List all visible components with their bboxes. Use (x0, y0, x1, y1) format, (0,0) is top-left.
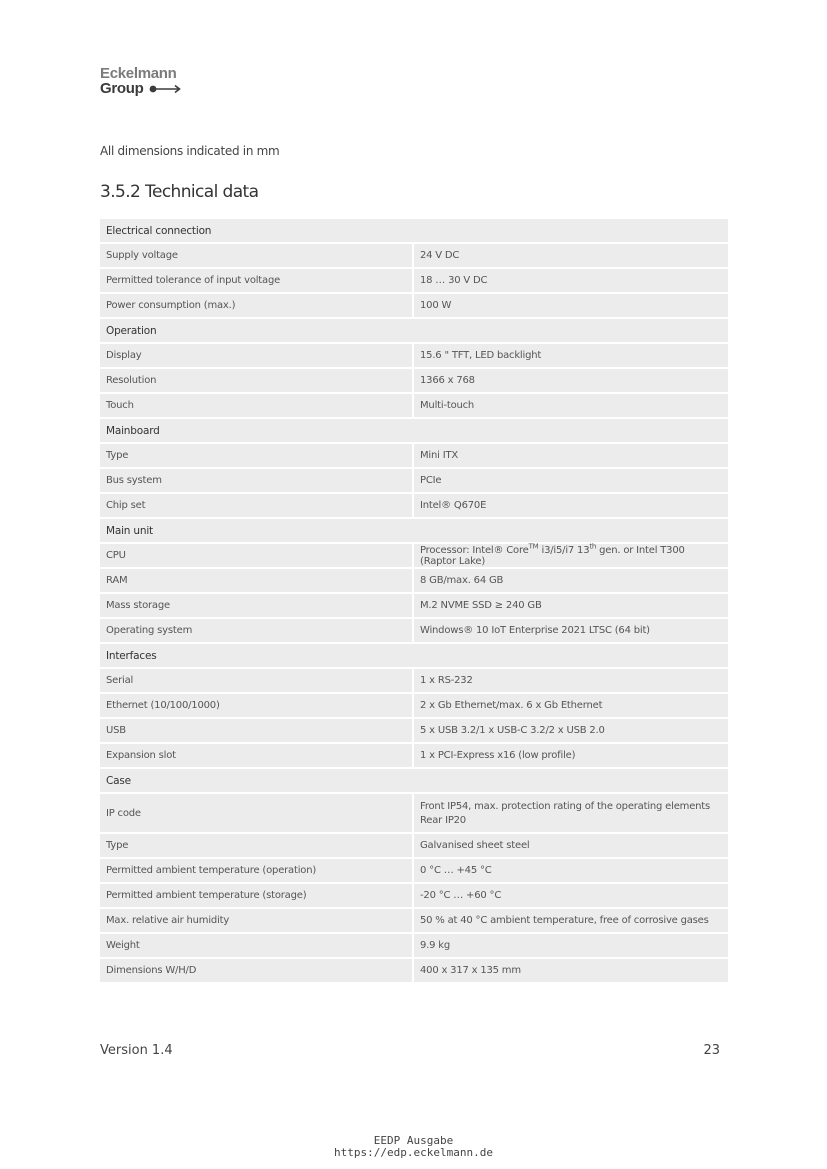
spec-label: Mass storage (100, 594, 414, 619)
section-title: Electrical connection (100, 219, 728, 244)
footer-url: https://edp.eckelmann.de (334, 1146, 493, 1159)
logo-text-group-label: Group (100, 80, 144, 97)
spec-value-text: 1 x PCI-Express x16 (low profile) (420, 750, 576, 761)
spec-value-text: 8 GB/max. 64 GB (420, 575, 504, 586)
spec-value-text: 24 V DC (420, 250, 460, 261)
section-title: Main unit (100, 519, 728, 544)
spec-value (414, 494, 728, 519)
spec-value (414, 344, 728, 369)
spec-label: Resolution (100, 369, 414, 394)
spec-value (414, 934, 728, 959)
footer-publisher: EEDP Ausgabe (373, 1134, 454, 1147)
spec-value (414, 394, 728, 419)
spec-value-text: 0 °C … +45 °C (420, 865, 492, 876)
spec-value (414, 269, 728, 294)
spec-label: Supply voltage (100, 244, 414, 269)
section-heading: 3.5.2 Technical data (100, 182, 259, 202)
spec-value (414, 859, 728, 884)
document-version: Version 1.4 (100, 1043, 173, 1058)
table-section-row (100, 219, 728, 244)
spec-value (414, 834, 728, 859)
section-title: Interfaces (100, 644, 728, 669)
spec-value (414, 694, 728, 719)
spec-label: Bus system (100, 469, 414, 494)
spec-label: USB (100, 719, 414, 744)
table-row (100, 594, 728, 619)
spec-value (414, 444, 728, 469)
spec-value (414, 244, 728, 269)
spec-value (414, 469, 728, 494)
table-row (100, 494, 728, 519)
spec-value-text: PCIe (420, 475, 442, 486)
table-row (100, 909, 728, 934)
spec-label: CPU (100, 544, 414, 569)
spec-value-text: 5 x USB 3.2/1 x USB-C 3.2/2 x USB 2.0 (420, 725, 605, 736)
table-section-row (100, 644, 728, 669)
section-title: Operation (100, 319, 728, 344)
table-row (100, 469, 728, 494)
spec-value-text: Front IP54, max. protection rating of the operating elements (420, 800, 711, 812)
section-title: Mainboard (100, 419, 728, 444)
spec-label: IP code (100, 794, 414, 834)
logo-text-group (100, 81, 220, 97)
spec-label: Power consumption (max.) (100, 294, 414, 319)
section-title: Case (100, 769, 728, 794)
spec-value-text: Galvanised sheet steel (420, 840, 530, 851)
spec-label: Max. relative air humidity (100, 909, 414, 934)
spec-label: Touch (100, 394, 414, 419)
spec-value-text: 9.9 kg (420, 940, 451, 951)
table-section-row (100, 519, 728, 544)
spec-value (414, 794, 728, 834)
logo-arrow-icon (148, 84, 182, 94)
spec-value (414, 569, 728, 594)
table-section-row (100, 769, 728, 794)
table-row (100, 859, 728, 884)
table-row (100, 794, 728, 834)
spec-value (414, 294, 728, 319)
table-row (100, 244, 728, 269)
spec-value-text: Windows® 10 IoT Enterprise 2021 LTSC (64 bit) (420, 625, 650, 636)
spec-value-text: 15.6 " TFT, LED backlight (420, 350, 542, 361)
spec-value-text: 400 x 317 x 135 mm (420, 965, 521, 976)
spec-label: Chip set (100, 494, 414, 519)
spec-value-text: M.2 NVME SSD ≥ 240 GB (420, 600, 542, 611)
table-row (100, 959, 728, 984)
spec-value (414, 369, 728, 394)
spec-value-part: gen. or Intel T300 (Raptor Lake) (420, 544, 685, 567)
spec-value-text: 18 … 30 V DC (420, 275, 488, 286)
table-row (100, 444, 728, 469)
spec-label: Ethernet (10/100/1000) (100, 694, 414, 719)
spec-value (414, 719, 728, 744)
table-row (100, 719, 728, 744)
spec-value-part: Processor: Intel® Core (420, 544, 529, 556)
spec-label: Weight (100, 934, 414, 959)
spec-value-text: 2 x Gb Ethernet/max. 6 x Gb Ethernet (420, 700, 603, 711)
dimensions-note: All dimensions indicated in mm (100, 144, 280, 158)
spec-value-text: Mini ITX (420, 450, 459, 461)
spec-value-superscript: TM (528, 542, 539, 551)
table-row (100, 669, 728, 694)
table-row (100, 694, 728, 719)
spec-value (414, 594, 728, 619)
table-row (100, 269, 728, 294)
spec-label: Serial (100, 669, 414, 694)
table-row (100, 394, 728, 419)
technical-data-table (100, 219, 728, 984)
table-row (100, 884, 728, 909)
spec-value (414, 669, 728, 694)
table-row (100, 619, 728, 644)
spec-value-text-line2: Rear IP20 (420, 814, 466, 826)
spec-value-text: 1 x RS-232 (420, 675, 473, 686)
table-section-row (100, 319, 728, 344)
table-row (100, 834, 728, 859)
table-row (100, 369, 728, 394)
company-logo (100, 66, 220, 97)
table-row (100, 744, 728, 769)
spec-label: Permitted ambient temperature (storage) (100, 884, 414, 909)
spec-value-text: 100 W (420, 300, 452, 311)
spec-value-part: i3/i5/i7 13 (538, 544, 590, 556)
spec-value-text: -20 °C … +60 °C (420, 890, 502, 901)
spec-label: Permitted tolerance of input voltage (100, 269, 414, 294)
spec-label: Display (100, 344, 414, 369)
spec-value-text: Intel® Q670E (420, 500, 487, 511)
spec-value (414, 909, 728, 934)
table-row (100, 569, 728, 594)
spec-value-text: 1366 x 768 (420, 375, 475, 386)
spec-value (414, 619, 728, 644)
table-row (100, 294, 728, 319)
spec-label: RAM (100, 569, 414, 594)
spec-label: Type (100, 834, 414, 859)
table-row (100, 344, 728, 369)
table-row (100, 934, 728, 959)
spec-value-text: Multi-touch (420, 400, 475, 411)
spec-value-superscript: th (589, 542, 597, 551)
spec-label: Dimensions W/H/D (100, 959, 414, 984)
page-number: 23 (703, 1043, 720, 1058)
logo-text-eckelmann: Eckelmann (100, 65, 177, 82)
spec-value-text: 50 % at 40 °C ambient temperature, free of corrosive gases (420, 915, 709, 926)
spec-label: Operating system (100, 619, 414, 644)
table-row (100, 544, 728, 569)
spec-label: Permitted ambient temperature (operation) (100, 859, 414, 884)
spec-value (414, 884, 728, 909)
table-section-row (100, 419, 728, 444)
spec-value (414, 544, 728, 569)
spec-label: Type (100, 444, 414, 469)
spec-label: Expansion slot (100, 744, 414, 769)
spec-value (414, 744, 728, 769)
spec-value (414, 959, 728, 984)
